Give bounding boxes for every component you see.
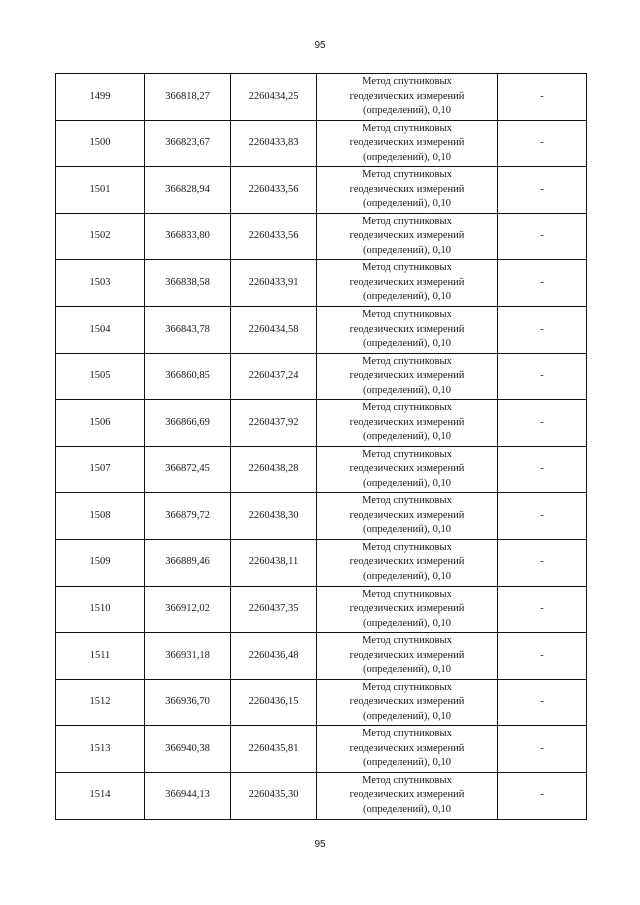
method-line: Метод спутниковых: [362, 448, 452, 460]
coordinate-y-cell: 2260433,56: [231, 167, 317, 214]
method-cell: [317, 306, 498, 353]
coordinate-y-cell: 2260434,58: [231, 306, 317, 353]
method-line: Метод спутниковых: [362, 309, 452, 321]
method-line: Метод спутниковых: [362, 495, 452, 507]
coordinate-x-cell: 366823,67: [145, 120, 231, 167]
method-line: (определений), 0,10: [362, 338, 452, 350]
point-number-cell: 1499: [56, 74, 145, 121]
method-cell: [317, 586, 498, 633]
method-line: геодезических измерений: [349, 323, 465, 335]
method-line: геодезических измерений: [349, 603, 465, 615]
method-line: геодезических измерений: [349, 556, 465, 568]
method-line: Метод спутниковых: [362, 76, 452, 88]
method-line: Метод спутниковых: [362, 635, 452, 647]
point-number-cell: 1506: [56, 400, 145, 447]
method-line: Метод спутниковых: [362, 355, 452, 367]
point-number-cell: 1513: [56, 726, 145, 773]
page-number-top: 95: [314, 40, 326, 51]
coordinates-table-body: [56, 74, 587, 820]
note-cell: -: [498, 493, 587, 540]
method-line: Метод спутниковых: [362, 588, 452, 600]
method-line: (определений), 0,10: [362, 105, 452, 117]
method-cell: [317, 120, 498, 167]
coordinate-x-cell: 366866,69: [145, 400, 231, 447]
method-line: (определений), 0,10: [362, 384, 452, 396]
method-line: Метод спутниковых: [362, 215, 452, 227]
method-cell: [317, 539, 498, 586]
method-cell: [317, 213, 498, 260]
coordinate-x-cell: 366843,78: [145, 306, 231, 353]
point-number-cell: 1510: [56, 586, 145, 633]
method-cell: [317, 167, 498, 214]
method-line: геодезических измерений: [349, 90, 465, 102]
coordinate-x-cell: 366936,70: [145, 679, 231, 726]
table-row: [56, 726, 587, 773]
coordinate-y-cell: 2260437,92: [231, 400, 317, 447]
coordinate-x-cell: 366879,72: [145, 493, 231, 540]
table-row: [56, 539, 587, 586]
method-cell: [317, 260, 498, 307]
point-number-cell: 1501: [56, 167, 145, 214]
method-line: Метод спутниковых: [362, 122, 452, 134]
note-cell: -: [498, 167, 587, 214]
method-line: геодезических измерений: [349, 416, 465, 428]
coordinate-x-cell: 366944,13: [145, 772, 231, 819]
coordinate-y-cell: 2260436,48: [231, 633, 317, 680]
point-number-cell: 1514: [56, 772, 145, 819]
point-number-cell: 1507: [56, 446, 145, 493]
method-line: (определений), 0,10: [362, 198, 452, 210]
table-row: [56, 679, 587, 726]
coordinate-x-cell: 366833,80: [145, 213, 231, 260]
method-line: (определений), 0,10: [362, 431, 452, 443]
method-line: геодезических измерений: [349, 509, 465, 521]
method-cell: [317, 353, 498, 400]
method-line: (определений), 0,10: [362, 291, 452, 303]
method-line: (определений), 0,10: [362, 477, 452, 489]
note-cell: -: [498, 213, 587, 260]
coordinate-y-cell: 2260438,11: [231, 539, 317, 586]
note-cell: -: [498, 306, 587, 353]
coordinate-y-cell: 2260437,35: [231, 586, 317, 633]
coordinate-x-cell: 366828,94: [145, 167, 231, 214]
method-line: геодезических измерений: [349, 276, 465, 288]
table-row: [56, 633, 587, 680]
table-row: [56, 400, 587, 447]
page-number-bottom: 95: [314, 839, 326, 850]
table-row: [56, 446, 587, 493]
point-number-cell: 1508: [56, 493, 145, 540]
method-line: геодезических измерений: [349, 370, 465, 382]
coordinate-y-cell: 2260433,56: [231, 213, 317, 260]
note-cell: -: [498, 633, 587, 680]
method-line: Метод спутниковых: [362, 728, 452, 740]
note-cell: -: [498, 539, 587, 586]
method-line: геодезических измерений: [349, 183, 465, 195]
method-line: геодезических измерений: [349, 463, 465, 475]
point-number-cell: 1511: [56, 633, 145, 680]
coordinate-y-cell: 2260433,91: [231, 260, 317, 307]
note-cell: -: [498, 772, 587, 819]
method-line: (определений), 0,10: [362, 617, 452, 629]
note-cell: -: [498, 74, 587, 121]
method-line: (определений), 0,10: [362, 710, 452, 722]
point-number-cell: 1502: [56, 213, 145, 260]
method-line: (определений), 0,10: [362, 664, 452, 676]
coordinates-table: [55, 73, 587, 820]
table-row: [56, 353, 587, 400]
coordinate-x-cell: 366912,02: [145, 586, 231, 633]
coordinate-y-cell: 2260435,30: [231, 772, 317, 819]
method-line: Метод спутниковых: [362, 169, 452, 181]
table-row: [56, 306, 587, 353]
table-row: [56, 260, 587, 307]
table-row: [56, 772, 587, 819]
method-line: (определений), 0,10: [362, 803, 452, 815]
method-line: (определений), 0,10: [362, 570, 452, 582]
method-line: (определений), 0,10: [362, 524, 452, 536]
method-cell: [317, 726, 498, 773]
method-line: геодезических измерений: [349, 649, 465, 661]
point-number-cell: 1505: [56, 353, 145, 400]
method-line: геодезических измерений: [349, 696, 465, 708]
coordinate-x-cell: 366872,45: [145, 446, 231, 493]
note-cell: -: [498, 586, 587, 633]
table-row: [56, 167, 587, 214]
coordinate-x-cell: 366931,18: [145, 633, 231, 680]
table-row: [56, 586, 587, 633]
method-line: Метод спутниковых: [362, 402, 452, 414]
coordinate-y-cell: 2260438,28: [231, 446, 317, 493]
coordinate-x-cell: 366818,27: [145, 74, 231, 121]
coordinate-y-cell: 2260434,25: [231, 74, 317, 121]
point-number-cell: 1504: [56, 306, 145, 353]
note-cell: -: [498, 726, 587, 773]
point-number-cell: 1503: [56, 260, 145, 307]
coordinate-y-cell: 2260435,81: [231, 726, 317, 773]
note-cell: -: [498, 446, 587, 493]
method-line: Метод спутниковых: [362, 262, 452, 274]
note-cell: -: [498, 260, 587, 307]
method-line: Метод спутниковых: [362, 681, 452, 693]
table-row: [56, 74, 587, 121]
method-line: геодезических измерений: [349, 742, 465, 754]
table-row: [56, 493, 587, 540]
method-line: (определений), 0,10: [362, 757, 452, 769]
table-row: [56, 213, 587, 260]
method-cell: [317, 74, 498, 121]
note-cell: -: [498, 400, 587, 447]
method-cell: [317, 772, 498, 819]
method-cell: [317, 633, 498, 680]
method-cell: [317, 400, 498, 447]
method-cell: [317, 446, 498, 493]
note-cell: -: [498, 120, 587, 167]
coordinate-y-cell: 2260438,30: [231, 493, 317, 540]
coordinate-x-cell: 366940,38: [145, 726, 231, 773]
point-number-cell: 1512: [56, 679, 145, 726]
method-line: Метод спутниковых: [362, 774, 452, 786]
coordinate-x-cell: 366838,58: [145, 260, 231, 307]
coordinate-x-cell: 366860,85: [145, 353, 231, 400]
method-line: (определений), 0,10: [362, 151, 452, 163]
method-line: геодезических измерений: [349, 230, 465, 242]
note-cell: -: [498, 353, 587, 400]
coordinate-y-cell: 2260437,24: [231, 353, 317, 400]
note-cell: -: [498, 679, 587, 726]
method-line: (определений), 0,10: [362, 244, 452, 256]
coordinate-x-cell: 366889,46: [145, 539, 231, 586]
point-number-cell: 1500: [56, 120, 145, 167]
coordinate-y-cell: 2260436,15: [231, 679, 317, 726]
method-line: геодезических измерений: [349, 137, 465, 149]
coordinate-y-cell: 2260433,83: [231, 120, 317, 167]
method-line: Метод спутниковых: [362, 541, 452, 553]
point-number-cell: 1509: [56, 539, 145, 586]
method-cell: [317, 493, 498, 540]
method-cell: [317, 679, 498, 726]
method-line: геодезических измерений: [349, 789, 465, 801]
table-row: [56, 120, 587, 167]
